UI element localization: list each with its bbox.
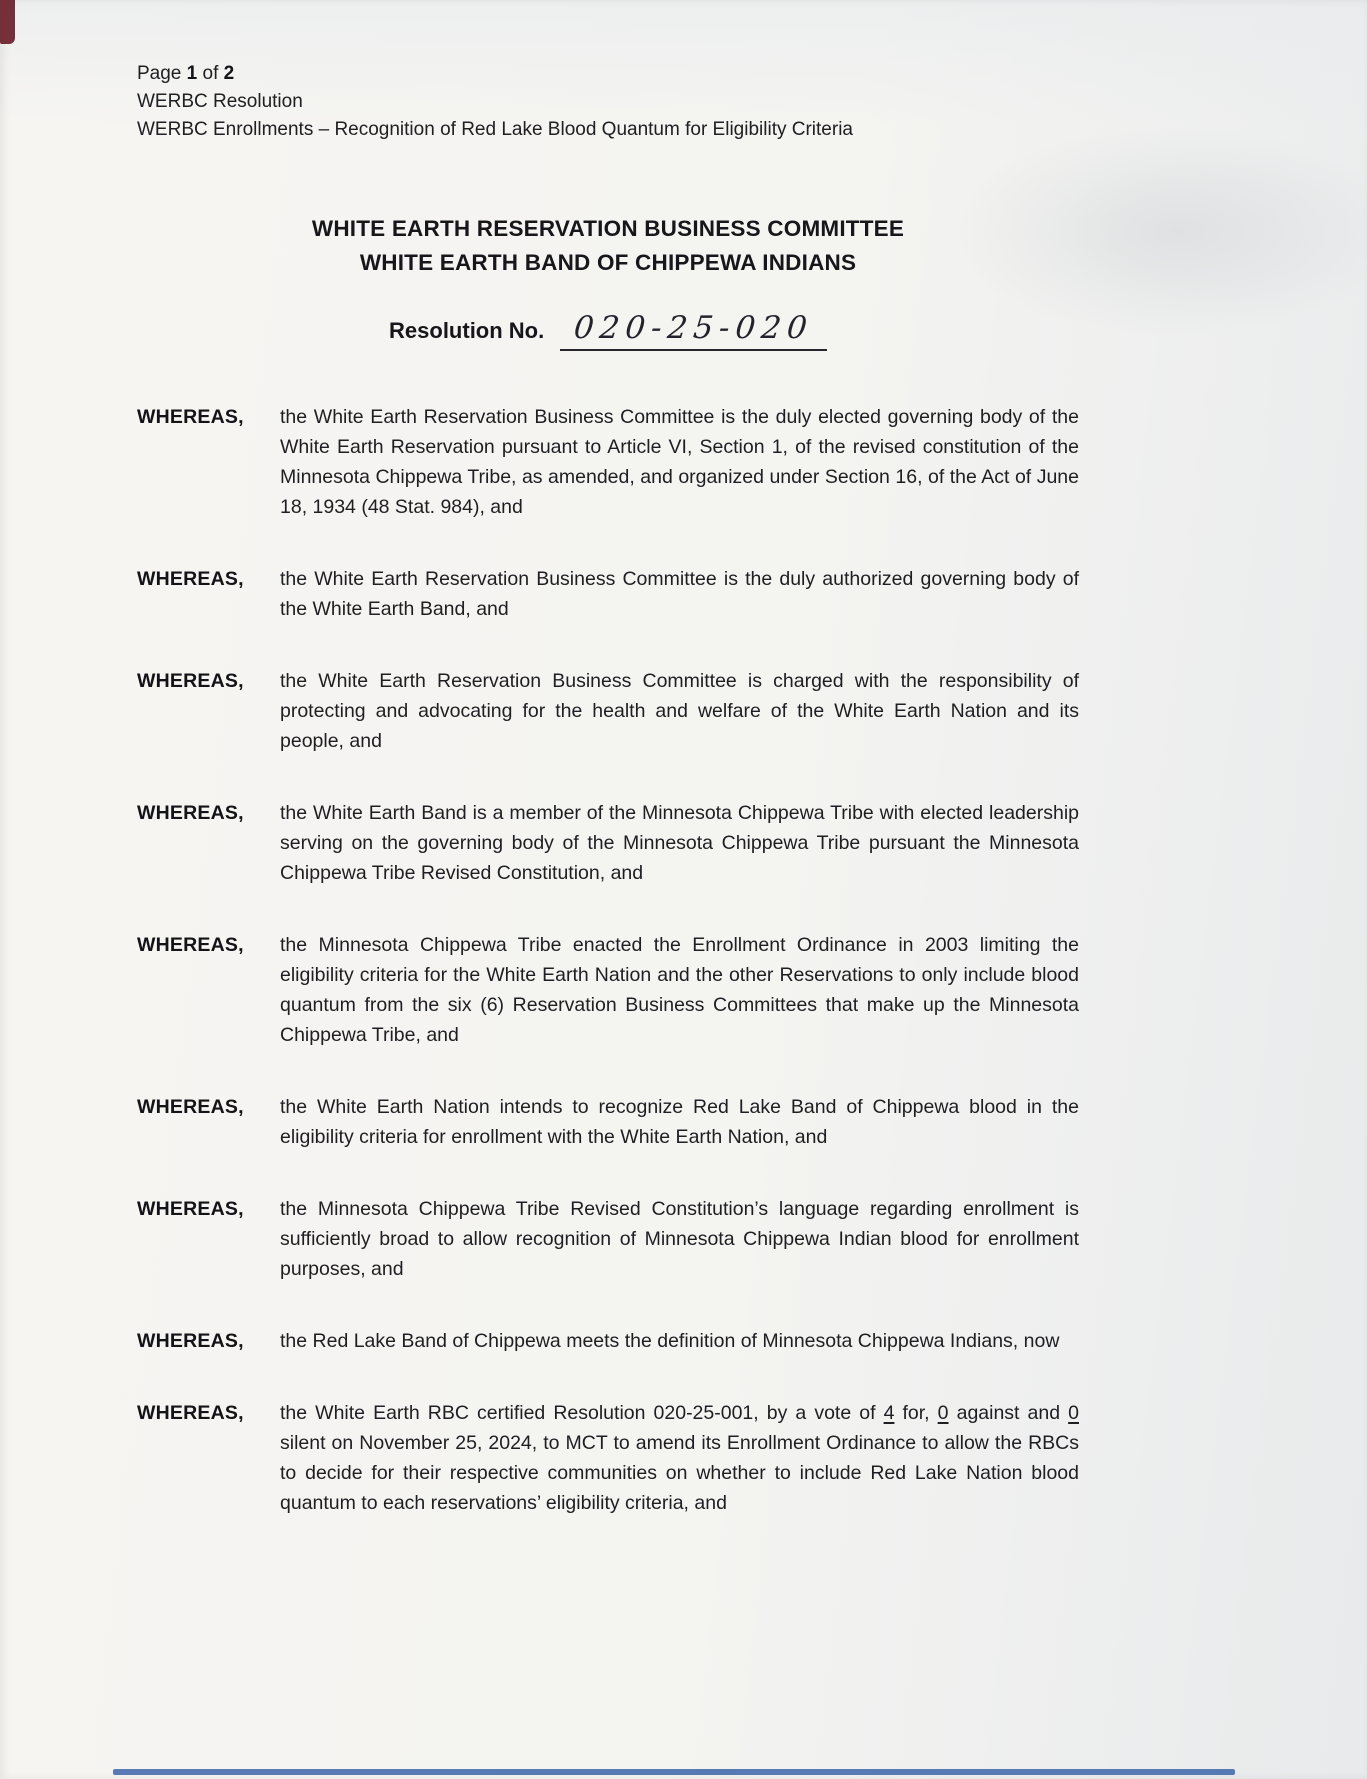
whereas-clauses bbox=[137, 402, 1079, 1518]
whereas-label: WHEREAS, bbox=[137, 1096, 244, 1118]
document-header bbox=[137, 0, 1079, 144]
whereas-text: the Red Lake Band of Chippewa meets the definition of Minnesota Chippewa Indians, now bbox=[280, 1330, 1060, 1352]
whereas-text: the White Earth Nation intends to recognize Red Lake Band of Chippewa blood in the eligibility criteria for enrollment with the White Earth Nation, and bbox=[280, 1096, 1079, 1148]
whereas-label: WHEREAS, bbox=[137, 802, 244, 824]
page-current-number: 1 bbox=[186, 63, 198, 84]
whereas-label: WHEREAS, bbox=[137, 406, 244, 428]
scan-bottom-line-artifact bbox=[113, 1769, 1235, 1775]
text-segment: for, bbox=[894, 1402, 938, 1424]
whereas-text: the Minnesota Chippewa Tribe enacted the Enrollment Ordinance in 2003 limiting the eligibility criteria for the White Earth Nation and the other Reservations to only include blood quantum from the six (6) Reservation Business Committees that make up the Minnesota Chippewa Tribe, and bbox=[280, 934, 1079, 1046]
scan-corner-artifact bbox=[0, 0, 15, 44]
whereas-clause-7 bbox=[137, 1194, 1079, 1284]
vote-silent-count: 0 bbox=[1068, 1402, 1079, 1424]
whereas-label: WHEREAS, bbox=[137, 568, 244, 590]
title-block bbox=[137, 212, 1079, 280]
whereas-clause-3 bbox=[137, 666, 1079, 756]
document-type-line: WERBC Resolution bbox=[137, 91, 303, 112]
resolution-number-handwritten: 020-25-020 bbox=[572, 310, 815, 346]
whereas-label: WHEREAS, bbox=[137, 1198, 244, 1220]
whereas-clause-9 bbox=[137, 1398, 1079, 1518]
whereas-label: WHEREAS, bbox=[137, 670, 244, 692]
of-word: of bbox=[202, 63, 219, 84]
text-segment: against and bbox=[948, 1402, 1069, 1424]
whereas-clause-4 bbox=[137, 798, 1079, 888]
page-indicator bbox=[137, 60, 1079, 88]
resolution-number-underline bbox=[560, 308, 827, 351]
whereas-clause-6 bbox=[137, 1092, 1079, 1152]
whereas-label: WHEREAS, bbox=[137, 1402, 244, 1424]
whereas-clause-8 bbox=[137, 1326, 1079, 1356]
text-segment: silent on November 25, 2024, to MCT to amend its Enrollment Ordinance to allow the RBCs to decide for their respective communities on whether to include Red Lake Nation blood quantum to each reservations’ eligibility criteria, and bbox=[280, 1432, 1079, 1514]
whereas-text: the White Earth Reservation Business Committee is the duly elected governing body of the White Earth Reservation pursuant to Article VI, Section 1, of the revised constitution of the Minnesota Chippewa Tribe, as amended, and organized under Section 16, of the Act of June 18, 1934 (48 Stat. 984), and bbox=[280, 406, 1079, 518]
band-title: WHITE EARTH BAND OF CHIPPEWA INDIANS bbox=[359, 250, 857, 275]
resolution-number-row bbox=[137, 308, 1079, 360]
text-segment: the White Earth RBC certified Resolution 020-25-001, by a vote of bbox=[280, 1402, 884, 1424]
whereas-text: the White Earth Reservation Business Committee is the duly authorized governing body of the White Earth Band, and bbox=[280, 568, 1079, 620]
whereas-text bbox=[280, 1398, 1079, 1518]
whereas-clause-5 bbox=[137, 930, 1079, 1050]
whereas-text: the White Earth Reservation Business Committee is charged with the responsibility of protecting and advocating for the health and welfare of the White Earth Nation and its people, and bbox=[280, 670, 1079, 752]
whereas-label: WHEREAS, bbox=[137, 934, 244, 956]
whereas-text: the Minnesota Chippewa Tribe Revised Constitution’s language regarding enrollment is sufficiently broad to allow recognition of Minnesota Chippewa Indian blood for enrollment purposes, and bbox=[280, 1198, 1079, 1280]
whereas-label: WHEREAS, bbox=[137, 1330, 244, 1352]
page-word: Page bbox=[137, 63, 182, 84]
whereas-clause-2 bbox=[137, 564, 1079, 624]
document-content bbox=[137, 0, 1079, 1518]
whereas-text: the White Earth Band is a member of the Minnesota Chippewa Tribe with elected leadership serving on the governing body of the Minnesota Chippewa Tribe pursuant the Minnesota Chippewa Tribe Revised Constitution, and bbox=[280, 802, 1079, 884]
vote-for-count: 4 bbox=[883, 1402, 895, 1424]
committee-title: WHITE EARTH RESERVATION BUSINESS COMMITTEE bbox=[311, 216, 905, 241]
document-subject-line: WERBC Enrollments – Recognition of Red Lake Blood Quantum for Eligibility Criteria bbox=[137, 119, 853, 140]
page-total-number: 2 bbox=[223, 63, 235, 84]
vote-against-count: 0 bbox=[937, 1402, 949, 1424]
resolution-label: Resolution No. bbox=[389, 318, 545, 343]
whereas-clause-1 bbox=[137, 402, 1079, 522]
